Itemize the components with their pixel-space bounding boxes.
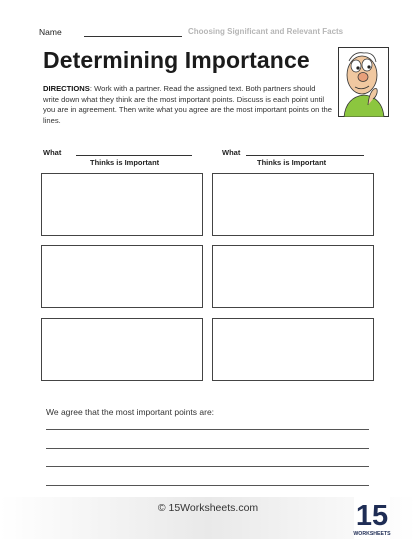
worksheet-subtitle: Choosing Significant and Relevant Facts	[188, 27, 344, 36]
name-field-line[interactable]	[84, 36, 182, 37]
agreement-write-line[interactable]	[46, 429, 369, 430]
partner-2-point-box[interactable]	[212, 173, 374, 236]
agreement-write-line[interactable]	[46, 466, 369, 467]
column-1-what-label: What	[43, 148, 62, 157]
partner-2-point-box[interactable]	[212, 245, 374, 308]
agreement-write-line[interactable]	[46, 485, 369, 486]
partner-1-point-box[interactable]	[41, 318, 203, 381]
column-2-what-label: What	[222, 148, 241, 157]
page-title: Determining Importance	[43, 47, 310, 73]
directions-text: : Work with a partner. Read the assigned text. Both partners should write down what they think are the most important points. Discuss is each point until you are in agreement. Then write what you agree are the most important points on the lines.	[43, 84, 333, 126]
name-label: Name	[39, 27, 62, 37]
partner-1-point-box[interactable]	[41, 245, 203, 308]
column-1-partner-name-line[interactable]	[76, 155, 192, 156]
partner-1-point-box[interactable]	[41, 173, 203, 236]
directions-label: DIRECTIONS	[43, 84, 90, 93]
15worksheets-logo	[352, 494, 392, 539]
column-1-caption: Thinks is Important	[90, 158, 160, 167]
column-2-caption: Thinks is Important	[257, 158, 327, 167]
agreement-prompt: We agree that the most important points are:	[46, 407, 215, 417]
partner-2-point-box[interactable]	[212, 318, 374, 381]
column-2-partner-name-line[interactable]	[246, 155, 364, 156]
brand-number: 15	[355, 500, 389, 532]
agreement-write-line[interactable]	[46, 448, 369, 449]
thinking-character-illustration	[338, 47, 389, 117]
brand-word: WORKSHEETS	[353, 531, 391, 537]
footer-copyright: © 15Worksheets.com	[157, 502, 259, 514]
directions-paragraph	[43, 84, 333, 127]
